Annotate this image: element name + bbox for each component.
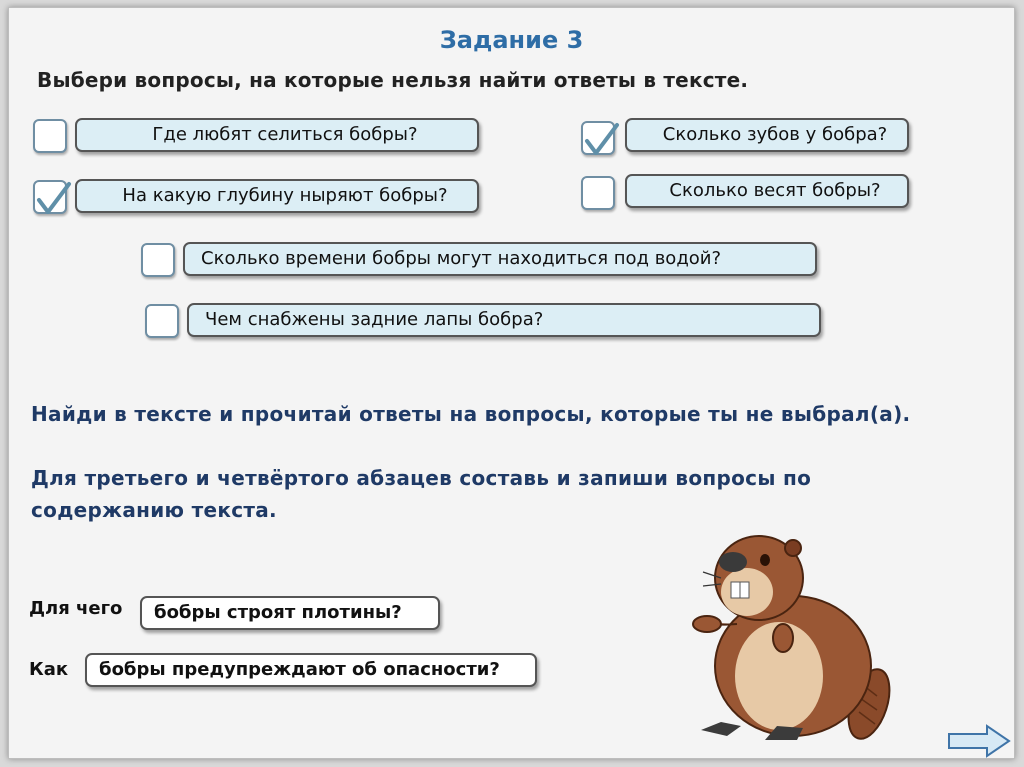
answer-prefix-2: Как — [29, 659, 69, 680]
question-q6[interactable]: Чем снабжены задние лапы бобра? — [187, 303, 821, 337]
checkmark-icon — [581, 121, 621, 161]
checkmark-icon — [33, 180, 73, 220]
checkbox-q3[interactable] — [581, 121, 615, 155]
checkbox-q4[interactable] — [581, 176, 615, 210]
checkbox-q6[interactable] — [145, 304, 179, 338]
arrow-right-icon[interactable] — [947, 724, 1011, 758]
question-q1[interactable]: Где любят селиться бобры? — [75, 118, 479, 152]
checkbox-q5[interactable] — [141, 243, 175, 277]
checkbox-q2[interactable] — [33, 180, 67, 214]
slide — [8, 7, 1015, 759]
question-q2[interactable]: На какую глубину ныряют бобры? — [75, 179, 479, 213]
question-q4[interactable]: Сколько весят бобры? — [625, 174, 909, 208]
instruction-text: Выбери вопросы, на которые нельзя найти ответы в тексте. — [37, 68, 749, 92]
answer-field-2[interactable]: бобры предупреждают об опасности? — [85, 653, 537, 687]
question-q5[interactable]: Сколько времени бобры могут находиться под водой? — [183, 242, 817, 276]
paragraph-compose-line2: содержанию текста. — [31, 498, 277, 522]
checkbox-q1[interactable] — [33, 119, 67, 153]
answer-field-1[interactable]: бобры строят плотины? — [140, 596, 440, 630]
paragraph-compose-line1: Для третьего и четвёртого абзацев составь и запиши вопросы по — [31, 466, 812, 490]
beaver-illustration — [681, 526, 891, 746]
answer-prefix-1: Для чего — [29, 598, 123, 619]
task-title: Задание 3 — [439, 26, 584, 54]
paragraph-find-answers: Найди в тексте и прочитай ответы на вопросы, которые ты не выбрал(а). — [31, 402, 911, 426]
question-q3[interactable]: Сколько зубов у бобра? — [625, 118, 909, 152]
